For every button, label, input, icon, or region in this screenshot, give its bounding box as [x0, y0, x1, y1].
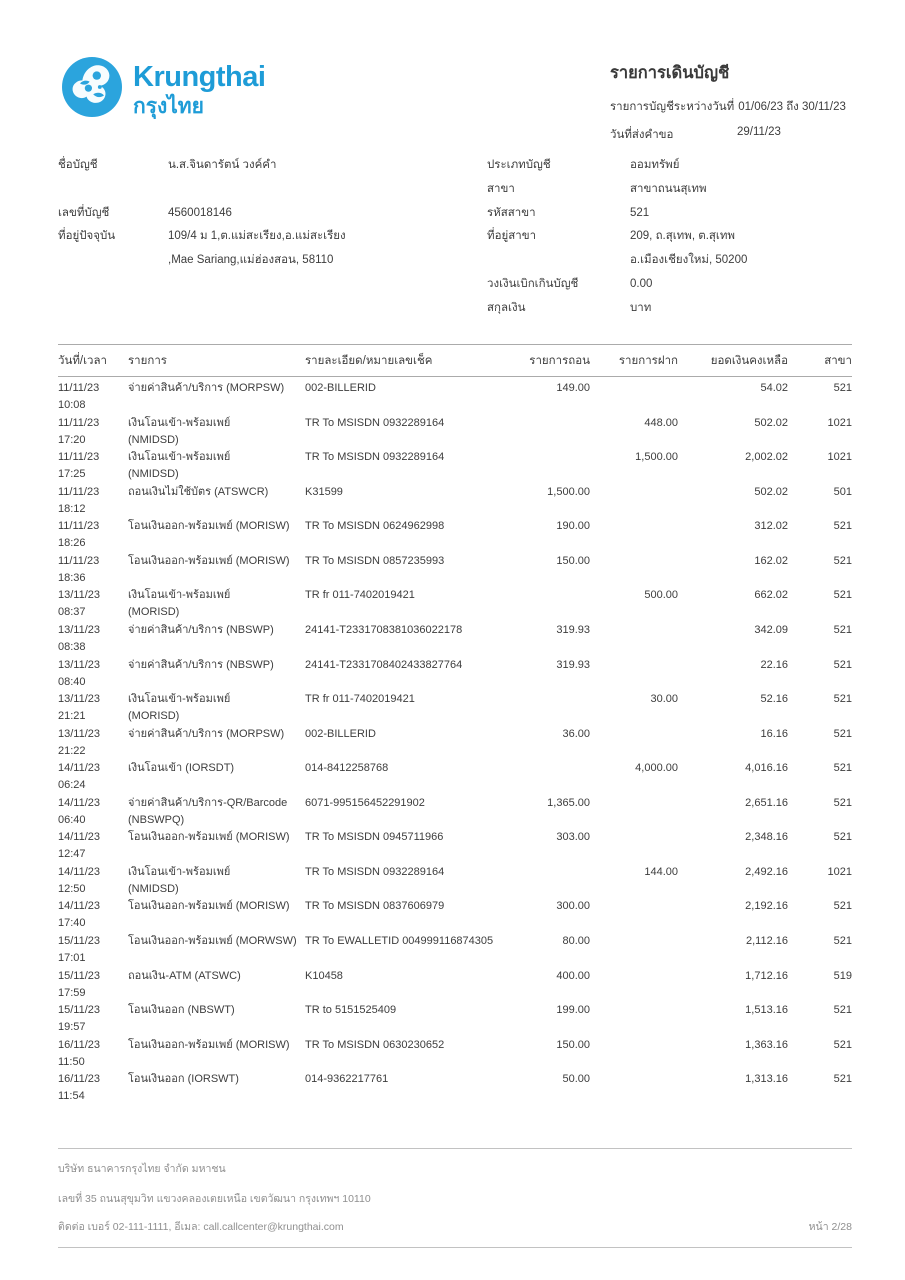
txn-code: (MORISD)	[128, 710, 180, 723]
current-address-line2: ,Mae Sariang,แม่ฮ่องสอน, 58110	[168, 254, 334, 267]
txn-time: 08:40	[58, 675, 86, 688]
txn-detail: 014-8412258768	[305, 762, 389, 775]
currency-label: สกุลเงิน	[487, 301, 526, 314]
txn-detail: TR To MSISDN 0932289164	[305, 451, 445, 464]
transactions-table	[58, 344, 852, 1103]
account-number-label: เลขที่บัญชี	[58, 206, 110, 219]
txn-detail: K31599	[305, 485, 343, 498]
txn-balance: 4,016.16	[745, 762, 788, 775]
txn-balance: 162.02	[754, 554, 788, 567]
table-row	[58, 723, 852, 758]
txn-withdrawal-amount	[510, 449, 590, 482]
txn-date: 16/11/23	[58, 1073, 101, 1086]
txn-time: 10:08	[58, 399, 86, 411]
txn-branch: 521	[833, 796, 852, 809]
col-header-branch: สาขา	[824, 354, 852, 367]
txn-description: เงินโอนเข้า-พร้อมเพย์	[128, 693, 231, 706]
krungthai-bird-icon	[62, 57, 122, 117]
txn-date: 15/11/23	[58, 935, 101, 947]
txn-detail: TR To EWALLETID 004999116874305	[305, 935, 494, 947]
txn-detail: 014-9362217761	[305, 1073, 389, 1086]
txn-withdrawal-amount: 319.93	[556, 623, 590, 636]
txn-code: (NBSWPQ)	[128, 813, 185, 826]
txn-deposit-amount	[590, 933, 678, 966]
txn-deposit-amount: 448.00	[644, 416, 678, 429]
txn-withdrawal-amount: 303.00	[556, 831, 590, 844]
txn-time: 17:01	[58, 952, 86, 964]
txn-withdrawal-amount: 150.00	[556, 554, 590, 567]
txn-description: จ่ายค่าสินค้า/บริการ (NBSWP)	[128, 623, 274, 636]
txn-code: (NMIDSD)	[128, 433, 179, 446]
txn-detail: 24141-T2331708381036022178	[305, 623, 463, 636]
col-header-detail: รายละเอียด/หมายเลขเช็ค	[305, 354, 433, 367]
txn-withdrawal-amount	[510, 864, 590, 897]
txn-time: 18:36	[58, 571, 86, 584]
account-number-value: 4560018146	[168, 206, 232, 219]
txn-withdrawal-amount: 300.00	[556, 900, 590, 913]
brand-name-en: Krungthai	[133, 61, 266, 93]
txn-code: (NMIDSD)	[128, 468, 179, 481]
txn-description: เงินโอนเข้า-พร้อมเพย์	[128, 589, 231, 602]
txn-description: จ่ายค่าสินค้า/บริการ-QR/Barcode	[128, 796, 288, 809]
txn-description: จ่ายค่าสินค้า/บริการ (MORPSW)	[128, 382, 285, 394]
txn-date: 11/11/23	[58, 451, 100, 464]
txn-branch: 521	[833, 1073, 852, 1086]
txn-date: 16/11/23	[58, 1038, 101, 1051]
txn-description: โอนเงินออก (IORSWT)	[128, 1073, 239, 1086]
txn-balance: 54.02	[760, 382, 788, 394]
txn-withdrawal-amount: 190.00	[556, 520, 590, 533]
txn-deposit-amount	[590, 795, 678, 828]
table-row	[58, 412, 852, 447]
txn-date: 15/11/23	[58, 1004, 101, 1017]
account-info-section	[58, 158, 852, 325]
txn-detail: TR To MSISDN 0837606979	[305, 900, 445, 913]
txn-date: 11/11/23	[58, 416, 100, 429]
statement-title: รายการเดินบัญชี	[610, 64, 730, 82]
txn-date: 11/11/23	[58, 554, 100, 567]
txn-balance: 502.02	[754, 416, 788, 429]
txn-branch: 1021	[827, 865, 852, 878]
txn-branch: 521	[833, 623, 852, 636]
txn-date: 13/11/23	[58, 693, 101, 706]
col-header-datetime: วันที่/เวลา	[58, 354, 107, 367]
table-row	[58, 895, 852, 930]
txn-time: 17:25	[58, 468, 86, 481]
txn-withdrawal-amount	[510, 691, 590, 724]
txn-detail: 002-BILLERID	[305, 382, 376, 394]
table-row	[58, 584, 852, 619]
table-row	[58, 1034, 852, 1069]
txn-deposit-amount	[590, 657, 678, 690]
brand-name-th: กรุงไทย	[133, 95, 204, 118]
txn-balance: 502.02	[754, 485, 788, 498]
txn-deposit-amount	[590, 898, 678, 931]
table-row	[58, 930, 852, 965]
txn-balance: 1,313.16	[745, 1073, 788, 1086]
krungthai-logo	[62, 57, 265, 119]
txn-date: 14/11/23	[58, 762, 101, 775]
statement-footer	[58, 1148, 852, 1248]
txn-time: 18:26	[58, 537, 86, 550]
transactions-body	[58, 377, 852, 1103]
txn-balance: 2,492.16	[745, 865, 788, 878]
txn-description: ถอนเงิน-ATM (ATSWC)	[128, 969, 241, 982]
txn-balance: 2,002.02	[745, 451, 788, 464]
statement-header	[610, 60, 853, 154]
txn-branch: 521	[833, 589, 852, 602]
table-row	[58, 619, 852, 654]
table-row	[58, 792, 852, 827]
txn-balance: 2,112.16	[745, 935, 788, 947]
txn-deposit-amount	[590, 829, 678, 862]
txn-time: 08:38	[58, 640, 86, 653]
txn-deposit-amount	[590, 1002, 678, 1035]
txn-time: 18:12	[58, 502, 86, 515]
txn-date: 13/11/23	[58, 623, 101, 636]
txn-description: เงินโอนเข้า-พร้อมเพย์	[128, 416, 231, 429]
txn-balance: 22.16	[760, 658, 788, 671]
txn-time: 06:40	[58, 813, 86, 826]
txn-date: 14/11/23	[58, 900, 101, 913]
txn-detail: TR To MSISDN 0932289164	[305, 416, 445, 429]
txn-detail: 24141-T2331708402433827764	[305, 658, 463, 671]
txn-branch: 521	[833, 727, 852, 740]
branch-address-label: ที่อยู่สาขา	[487, 230, 537, 243]
txn-detail: TR fr 011-7402019421	[305, 693, 415, 706]
txn-branch: 521	[833, 693, 852, 706]
txn-branch: 521	[833, 1038, 852, 1051]
txn-balance: 662.02	[754, 589, 788, 602]
txn-date: 14/11/23	[58, 831, 101, 844]
txn-date: 11/11/23	[58, 382, 100, 394]
txn-detail: TR To MSISDN 0630230652	[305, 1038, 445, 1051]
txn-withdrawal-amount: 319.93	[556, 658, 590, 671]
txn-deposit-amount: 500.00	[644, 589, 678, 602]
table-row	[58, 515, 852, 550]
txn-description: เงินโอนเข้า (IORSDT)	[128, 762, 235, 775]
account-name-value: น.ส.จินดารัตน์ วงค์คำ	[168, 159, 277, 171]
txn-branch: 519	[833, 969, 852, 982]
table-row	[58, 965, 852, 1000]
txn-branch: 1021	[827, 451, 852, 464]
col-header-deposit: รายการฝาก	[618, 354, 678, 367]
txn-time: 12:47	[58, 848, 86, 861]
txn-balance: 1,712.16	[745, 969, 788, 982]
txn-time: 11:54	[58, 1090, 85, 1103]
txn-detail: TR To MSISDN 0945711966	[305, 831, 444, 844]
table-row	[58, 688, 852, 723]
txn-date: 14/11/23	[58, 865, 101, 878]
txn-balance: 2,192.16	[745, 900, 788, 913]
txn-description: เงินโอนเข้า-พร้อมเพย์	[128, 865, 231, 878]
txn-time: 21:21	[58, 710, 86, 723]
txn-date: 15/11/23	[58, 969, 101, 982]
current-address-line1: 109/4 ม 1,ต.แม่สะเรียง,อ.แม่สะเรียง	[168, 230, 346, 243]
currency-value: บาท	[630, 301, 652, 314]
txn-time: 21:22	[58, 744, 86, 757]
table-row	[58, 861, 852, 896]
txn-deposit-amount: 1,500.00	[635, 451, 678, 464]
txn-time: 17:59	[58, 986, 86, 999]
txn-description: โอนเงินออก (NBSWT)	[128, 1004, 235, 1017]
txn-branch: 521	[833, 900, 852, 913]
txn-balance: 2,348.16	[745, 831, 788, 844]
branch-label: สาขา	[487, 182, 515, 195]
brand-text	[133, 57, 265, 119]
txn-balance: 1,363.16	[745, 1038, 788, 1051]
txn-deposit-amount	[590, 553, 678, 586]
request-date-value: 29/11/23	[737, 126, 781, 138]
txn-balance: 52.16	[760, 693, 788, 706]
footer-contact: ติดต่อ เบอร์ 02-111-1111, อีเมล: call.callcenter@krungthai.com	[58, 1221, 344, 1233]
branch-code-value: 521	[630, 206, 650, 219]
overdraft-label: วงเงินเบิกเกินบัญชี	[487, 277, 579, 290]
txn-time: 19:57	[58, 1021, 86, 1034]
txn-detail: TR fr 011-7402019421	[305, 589, 415, 602]
overdraft-value: 0.00	[630, 277, 653, 290]
txn-balance: 1,513.16	[745, 1004, 788, 1017]
period-value: 01/06/23 ถึง 30/11/23	[738, 101, 846, 113]
txn-deposit-amount	[590, 380, 678, 413]
table-row	[58, 826, 852, 861]
txn-code: (NMIDSD)	[128, 882, 179, 895]
txn-description: โอนเงินออก-พร้อมเพย์ (MORISW)	[128, 1038, 290, 1051]
txn-date: 11/11/23	[58, 520, 100, 533]
txn-withdrawal-amount: 150.00	[556, 1038, 590, 1051]
col-header-withdrawal: รายการถอน	[529, 354, 590, 367]
txn-deposit-amount	[590, 1037, 678, 1070]
txn-withdrawal-amount: 80.00	[562, 935, 590, 947]
txn-withdrawal-amount	[510, 587, 590, 620]
col-header-description: รายการ	[128, 354, 167, 367]
txn-balance: 312.02	[754, 520, 788, 533]
txn-branch: 1021	[827, 416, 852, 429]
footer-divider-top	[58, 1148, 852, 1149]
period-label: รายการบัญชีระหว่างวันที่	[610, 101, 735, 113]
txn-withdrawal-amount	[510, 415, 590, 448]
txn-branch: 521	[833, 554, 852, 567]
txn-deposit-amount	[590, 518, 678, 551]
txn-description: จ่ายค่าสินค้า/บริการ (MORPSW)	[128, 727, 285, 740]
txn-deposit-amount	[590, 968, 678, 1001]
page-number: หน้า 2/28	[808, 1221, 852, 1233]
table-row	[58, 654, 852, 689]
txn-withdrawal-amount: 1,500.00	[547, 485, 590, 498]
account-name-label: ชื่อบัญชี	[58, 159, 98, 171]
txn-description: โอนเงินออก-พร้อมเพย์ (MORISW)	[128, 831, 290, 844]
table-row	[58, 446, 852, 481]
txn-withdrawal-amount: 50.00	[562, 1073, 590, 1086]
txn-detail: TR To MSISDN 0857235993	[305, 554, 445, 567]
txn-detail: 002-BILLERID	[305, 727, 376, 740]
txn-branch: 521	[833, 935, 852, 947]
footer-company: บริษัท ธนาคารกรุงไทย จำกัด มหาชน	[58, 1163, 226, 1175]
txn-detail: TR To MSISDN 0624962998	[305, 520, 445, 533]
txn-description: โอนเงินออก-พร้อมเพย์ (MORWSW)	[128, 935, 297, 947]
txn-balance: 342.09	[754, 623, 788, 636]
txn-balance: 2,651.16	[745, 796, 788, 809]
txn-time: 17:20	[58, 433, 86, 446]
table-row	[58, 550, 852, 585]
txn-description: โอนเงินออก-พร้อมเพย์ (MORISW)	[128, 520, 290, 533]
txn-description: จ่ายค่าสินค้า/บริการ (NBSWP)	[128, 658, 274, 671]
branch-address-line2: อ.เมืองเชียงใหม่, 50200	[630, 254, 748, 267]
txn-date: 11/11/23	[58, 485, 100, 498]
col-header-balance: ยอดเงินคงเหลือ	[710, 354, 788, 367]
txn-withdrawal-amount: 1,365.00	[547, 796, 590, 809]
txn-deposit-amount: 4,000.00	[635, 762, 678, 775]
txn-description: โอนเงินออก-พร้อมเพย์ (MORISW)	[128, 554, 290, 567]
txn-code: (MORISD)	[128, 606, 180, 619]
txn-detail: 6071-995156452291902	[305, 796, 425, 809]
request-date-label: วันที่ส่งคำขอ	[610, 129, 674, 141]
txn-branch: 521	[833, 762, 852, 775]
txn-date: 14/11/23	[58, 796, 101, 809]
branch-code-label: รหัสสาขา	[487, 206, 536, 219]
txn-deposit-amount: 144.00	[644, 865, 678, 878]
txn-deposit-amount	[590, 726, 678, 759]
txn-withdrawal-amount	[510, 760, 590, 793]
table-row	[58, 481, 852, 516]
txn-description: โอนเงินออก-พร้อมเพย์ (MORISW)	[128, 900, 290, 913]
footer-divider-bottom	[58, 1247, 852, 1248]
txn-deposit-amount	[590, 622, 678, 655]
txn-branch: 521	[833, 831, 852, 844]
txn-time: 12:50	[58, 882, 86, 895]
txn-withdrawal-amount: 400.00	[556, 969, 590, 982]
txn-branch: 521	[833, 1004, 852, 1017]
txn-deposit-amount	[590, 1071, 678, 1104]
txn-detail: TR to 5151525409	[305, 1004, 397, 1017]
txn-branch: 501	[833, 485, 852, 498]
txn-time: 17:40	[58, 917, 86, 930]
txn-date: 13/11/23	[58, 589, 101, 602]
footer-address: เลขที่ 35 ถนนสุขุมวิท แขวงคลองเตยเหนือ เขตวัฒนา กรุงเทพฯ 10110	[58, 1193, 371, 1205]
txn-description: เงินโอนเข้า-พร้อมเพย์	[128, 451, 231, 464]
txn-branch: 521	[833, 520, 852, 533]
txn-time: 06:24	[58, 779, 86, 792]
table-row	[58, 757, 852, 792]
table-row	[58, 377, 852, 412]
txn-withdrawal-amount: 149.00	[556, 382, 590, 394]
current-address-label: ที่อยู่ปัจจุบัน	[58, 230, 116, 243]
txn-withdrawal-amount: 199.00	[556, 1004, 590, 1017]
branch-value: สาขาถนนสุเทพ	[630, 182, 707, 195]
txn-deposit-amount	[590, 484, 678, 517]
txn-date: 13/11/23	[58, 727, 101, 740]
table-row	[58, 1068, 852, 1103]
txn-branch: 521	[833, 382, 852, 394]
txn-withdrawal-amount: 36.00	[562, 727, 590, 740]
table-row	[58, 999, 852, 1034]
txn-detail: TR To MSISDN 0932289164	[305, 865, 445, 878]
txn-deposit-amount: 30.00	[650, 693, 678, 706]
txn-branch: 521	[833, 658, 852, 671]
txn-detail: K10458	[305, 969, 343, 982]
account-type-label: ประเภทบัญชี	[487, 159, 551, 171]
txn-date: 13/11/23	[58, 658, 101, 671]
txn-balance: 16.16	[760, 727, 788, 740]
branch-address-line1: 209, ถ.สุเทพ, ต.สุเทพ	[630, 230, 736, 243]
table-header-row	[58, 344, 852, 377]
txn-description: ถอนเงินไม่ใช้บัตร (ATSWCR)	[128, 485, 269, 498]
txn-time: 11:50	[58, 1055, 85, 1068]
txn-time: 08:37	[58, 606, 86, 619]
account-type-value: ออมทรัพย์	[630, 159, 680, 171]
